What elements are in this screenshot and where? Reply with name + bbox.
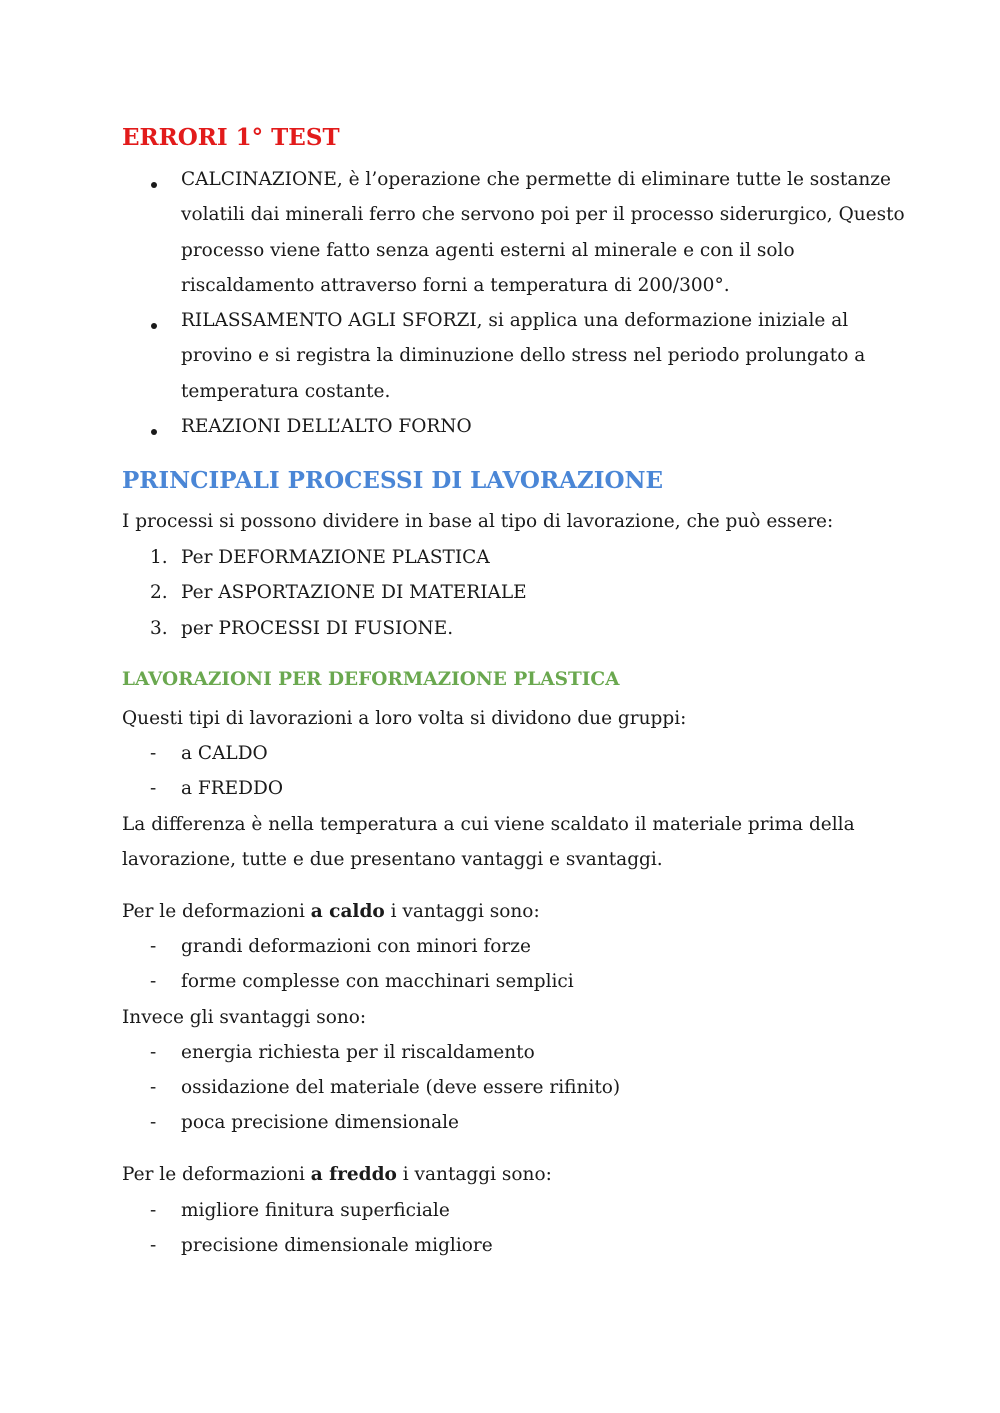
list-item-line: CALCINAZIONE, è l’operazione che permette di eliminare tutte le sostanze [181,169,891,190]
list-item: Per ASPORTAZIONE DI MATERIALE [181,582,527,603]
paragraph-cold-advantages-intro: Per le deformazioni a freddo i vantaggi sono: [122,1164,552,1185]
list-item: a FREDDO [181,778,284,799]
list-item: forme complesse con macchinari semplici [181,971,574,992]
list-item-line: riscaldamento attraverso forni a temperatura di 200/300°. [181,275,730,296]
list-number: 2. [150,582,168,603]
bullet-icon [151,182,157,188]
heading-errori-test: ERRORI 1° TEST [122,124,340,151]
dash-marker: - [150,971,157,992]
list-item: a CALDO [181,743,268,764]
dash-marker: - [150,1112,157,1133]
heading-deformazione-plastica: LAVORAZIONI PER DEFORMAZIONE PLASTICA [122,669,620,690]
list-item-line: REAZIONI DELL’ALTO FORNO [181,416,472,437]
list-number: 1. [150,547,168,568]
list-item: Per DEFORMAZIONE PLASTICA [181,547,490,568]
paragraph-intro: Questi tipi di lavorazioni a loro volta si dividono due gruppi: [122,708,687,729]
paragraph-intro: I processi si possono dividere in base al tipo di lavorazione, che può essere: [122,511,834,532]
heading-principali-processi: PRINCIPALI PROCESSI DI LAVORAZIONE [122,467,664,494]
list-item: precisione dimensionale migliore [181,1235,493,1256]
dash-marker: - [150,1235,157,1256]
bullet-icon [151,323,157,329]
dash-marker: - [150,936,157,957]
paragraph-hot-advantages-intro: Per le deformazioni a caldo i vantaggi sono: [122,901,540,922]
list-item-line: RILASSAMENTO AGLI SFORZI, si applica una deformazione iniziale al [181,310,849,331]
list-item: ossidazione del materiale (deve essere rifinito) [181,1077,621,1098]
list-item: energia richiesta per il riscaldamento [181,1042,535,1063]
dash-marker: - [150,778,157,799]
dash-marker: - [150,1200,157,1221]
list-item: per PROCESSI DI FUSIONE. [181,618,454,639]
list-item-line: provino e si registra la diminuzione dello stress nel periodo prolungato a [181,345,866,366]
paragraph-line: lavorazione, tutte e due presentano vantaggi e svantaggi. [122,849,663,870]
list-item-line: volatili dai minerali ferro che servono poi per il processo siderurgico, Questo [181,204,905,225]
paragraph-line: La differenza è nella temperatura a cui viene scaldato il materiale prima della [122,814,855,835]
list-item: migliore finitura superficiale [181,1200,450,1221]
list-item: poca precisione dimensionale [181,1112,459,1133]
list-item-line: processo viene fatto senza agenti esterni al minerale e con il solo [181,240,795,261]
list-item: grandi deformazioni con minori forze [181,936,531,957]
list-item-line: temperatura costante. [181,381,391,402]
paragraph-disadvantages-intro: Invece gli svantaggi sono: [122,1007,367,1028]
dash-marker: - [150,743,157,764]
list-number: 3. [150,618,168,639]
dash-marker: - [150,1042,157,1063]
bullet-icon [151,429,157,435]
dash-marker: - [150,1077,157,1098]
